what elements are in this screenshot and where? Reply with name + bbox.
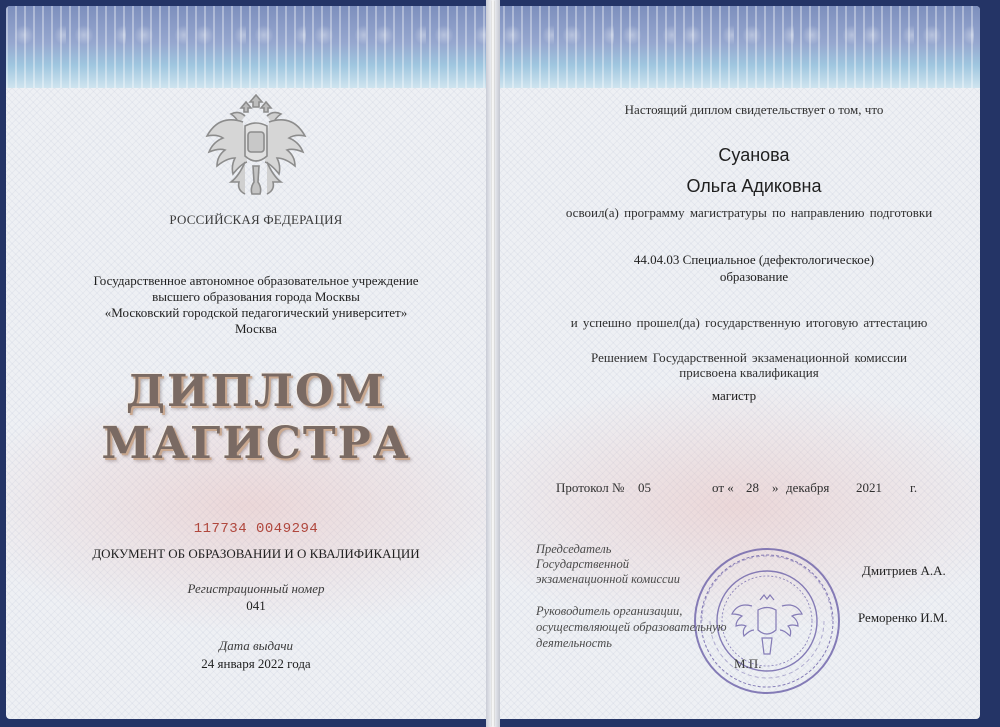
- head-label-line-2: осуществляющей образовательную: [536, 620, 727, 634]
- graduate-given-names: Ольга Адиковна: [686, 176, 822, 196]
- qualification: магистр: [711, 388, 757, 403]
- institution-line-3: «Московский городской педагогический университет»: [104, 305, 408, 320]
- chair-label-line-3: экзаменационной комиссии: [536, 572, 681, 586]
- intro-text: Настоящий диплом свидетельствует о том, что: [624, 102, 884, 117]
- chair-name: Дмитриев А.А.: [862, 563, 946, 578]
- specialty-line-2: образование: [719, 269, 789, 284]
- protocol-close-quote: »: [772, 480, 779, 495]
- specialty-line-1: 44.04.03 Специальное (дефектологическое): [633, 252, 875, 267]
- registration-number: 041: [246, 598, 266, 613]
- head-label-line-1: Руководитель организации,: [536, 604, 683, 618]
- protocol-line: [556, 480, 956, 500]
- chair-label-line-2: Государственной: [536, 557, 629, 571]
- institution-line-2: высшего образования города Москвы: [152, 289, 360, 304]
- protocol-from: от «: [712, 480, 734, 495]
- head-label-line-3: деятельность: [536, 636, 612, 650]
- issue-date-label: Дата выдачи: [218, 638, 294, 653]
- registration-label: Регистрационный номер: [187, 581, 325, 596]
- protocol-label: Протокол №: [556, 480, 625, 495]
- decision-line-2: присвоена квалификация: [679, 365, 819, 380]
- institution-line-1: Государственное автономное образовательное учреждение: [93, 273, 419, 288]
- diploma-title-line-1: ДИПЛОМ: [125, 366, 387, 417]
- issue-date: 24 января 2022 года: [201, 656, 311, 671]
- protocol-year: 2021: [856, 480, 882, 495]
- graduate-surname: Суанова: [718, 145, 790, 165]
- spine-binding-cord: [486, 0, 500, 727]
- security-band-right: [494, 6, 980, 88]
- institution-city: Москва: [235, 321, 277, 336]
- security-band: [6, 6, 492, 88]
- left-page: [6, 6, 492, 719]
- head-name: Реморенко И.М.: [858, 610, 948, 625]
- protocol-day: 28: [746, 480, 759, 495]
- attestation-statement: и успешно прошел(да) государственную итоговую аттестацию: [570, 315, 928, 330]
- country-name: РОССИЙСКАЯ ФЕДЕРАЦИЯ: [169, 212, 343, 227]
- serial-number: 117734 0049294: [193, 521, 319, 537]
- document-type: ДОКУМЕНТ ОБ ОБРАЗОВАНИИ И О КВАЛИФИКАЦИИ: [92, 546, 420, 561]
- protocol-number: 05: [638, 480, 651, 495]
- diploma-title-line-2: МАГИСТРА: [101, 418, 411, 469]
- program-statement: освоил(а) программу магистратуры по направлению подготовки: [565, 205, 933, 220]
- russian-coat-of-arms-icon: [201, 94, 311, 206]
- chair-label-line-1: Председатель: [536, 542, 612, 556]
- protocol-year-suffix: г.: [910, 480, 918, 495]
- decision-line-1: Решением Государственной экзаменационной комиссии: [591, 350, 907, 365]
- right-page: [494, 6, 980, 719]
- protocol-month: декабря: [786, 480, 830, 495]
- seal-mark: М.П.: [734, 656, 762, 671]
